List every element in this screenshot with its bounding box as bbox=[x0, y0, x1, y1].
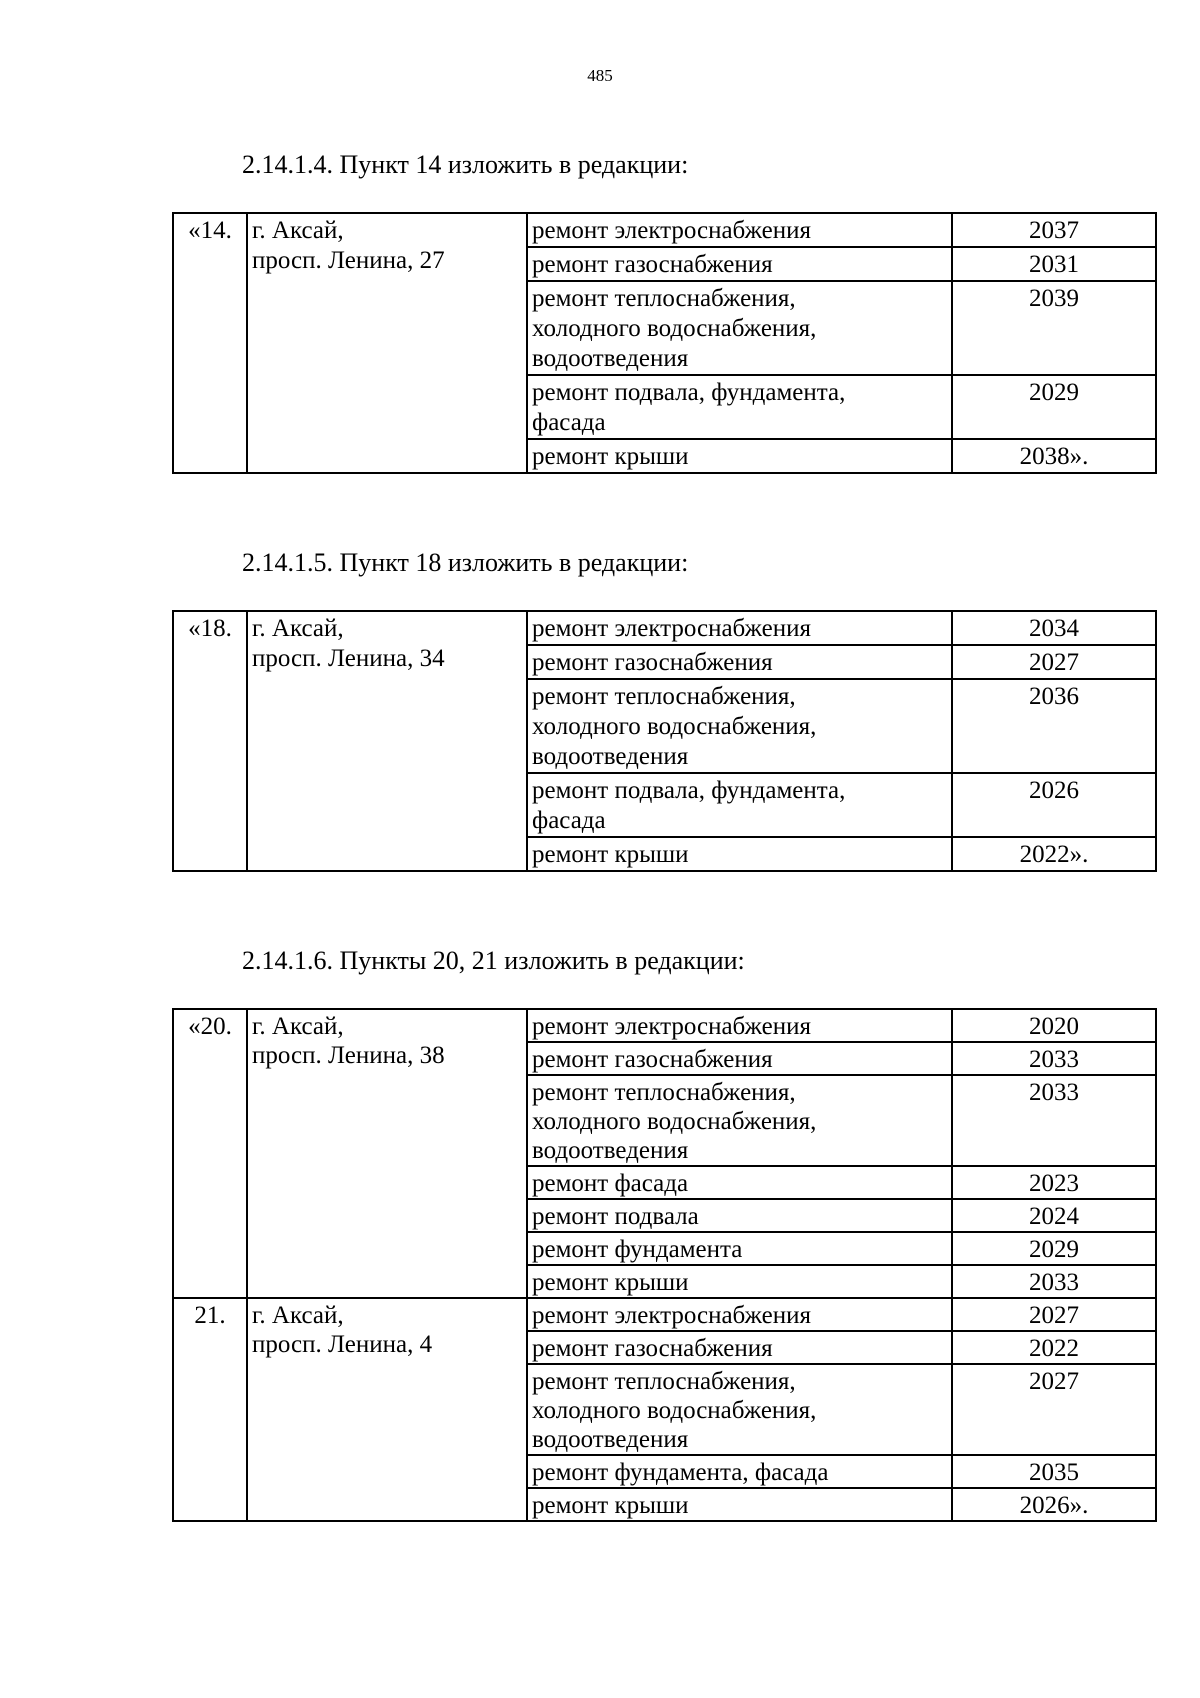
year-cell: 2031 bbox=[952, 247, 1156, 281]
year-cell: 2033 bbox=[952, 1075, 1156, 1166]
year-cell: 2033 bbox=[952, 1265, 1156, 1298]
work-cell: ремонт крыши bbox=[527, 837, 952, 871]
work-cell: ремонт газоснабжения bbox=[527, 645, 952, 679]
work-cell: ремонт газоснабжения bbox=[527, 1331, 952, 1364]
year-cell: 2036 bbox=[952, 679, 1156, 773]
work-cell: ремонт электроснабжения bbox=[527, 611, 952, 645]
year-cell: 2022». bbox=[952, 837, 1156, 871]
item-number: 21. bbox=[173, 1298, 247, 1521]
work-cell: ремонт теплоснабжения, холодного водоснабжения, водоотведения bbox=[527, 1364, 952, 1455]
work-cell: ремонт электроснабжения bbox=[527, 1009, 952, 1042]
work-cell: ремонт фундамента, фасада bbox=[527, 1455, 952, 1488]
work-cell: ремонт подвала bbox=[527, 1199, 952, 1232]
year-cell: 2037 bbox=[952, 213, 1156, 247]
address-cell: г. Аксай, просп. Ленина, 27 bbox=[247, 213, 527, 473]
table-row bbox=[173, 1009, 1156, 1042]
amendment-table bbox=[172, 610, 1157, 872]
year-cell: 2033 bbox=[952, 1042, 1156, 1075]
page-number: 485 bbox=[587, 66, 613, 85]
work-cell: ремонт подвала, фундамента, фасада bbox=[527, 375, 952, 439]
work-cell: ремонт теплоснабжения, холодного водоснабжения, водоотведения bbox=[527, 679, 952, 773]
amendment-table bbox=[172, 212, 1157, 474]
work-cell: ремонт фасада bbox=[527, 1166, 952, 1199]
work-cell: ремонт электроснабжения bbox=[527, 1298, 952, 1331]
year-cell: 2034 bbox=[952, 611, 1156, 645]
table-row bbox=[173, 611, 1156, 645]
year-cell: 2038». bbox=[952, 439, 1156, 473]
work-cell: ремонт крыши bbox=[527, 439, 952, 473]
address-cell: г. Аксай, просп. Ленина, 4 bbox=[247, 1298, 527, 1521]
work-cell: ремонт крыши bbox=[527, 1265, 952, 1298]
address-cell: г. Аксай, просп. Ленина, 34 bbox=[247, 611, 527, 871]
item-number: «20. bbox=[173, 1009, 247, 1298]
year-cell: 2024 bbox=[952, 1199, 1156, 1232]
work-cell: ремонт газоснабжения bbox=[527, 1042, 952, 1075]
section-heading: 2.14.1.5. Пункт 18 изложить в редакции: bbox=[242, 548, 689, 577]
year-cell: 2023 bbox=[952, 1166, 1156, 1199]
work-cell: ремонт фундамента bbox=[527, 1232, 952, 1265]
work-cell: ремонт теплоснабжения, холодного водоснабжения, водоотведения bbox=[527, 281, 952, 375]
item-number: «14. bbox=[173, 213, 247, 473]
amendment-table bbox=[172, 1008, 1157, 1522]
section-heading: 2.14.1.4. Пункт 14 изложить в редакции: bbox=[242, 150, 689, 179]
table-row bbox=[173, 213, 1156, 247]
year-cell: 2035 bbox=[952, 1455, 1156, 1488]
work-cell: ремонт газоснабжения bbox=[527, 247, 952, 281]
year-cell: 2027 bbox=[952, 645, 1156, 679]
year-cell: 2026». bbox=[952, 1488, 1156, 1521]
work-cell: ремонт теплоснабжения, холодного водоснабжения, водоотведения bbox=[527, 1075, 952, 1166]
work-cell: ремонт электроснабжения bbox=[527, 213, 952, 247]
table-row bbox=[173, 1298, 1156, 1331]
year-cell: 2022 bbox=[952, 1331, 1156, 1364]
section-heading: 2.14.1.6. Пункты 20, 21 изложить в редакции: bbox=[242, 946, 745, 975]
year-cell: 2029 bbox=[952, 375, 1156, 439]
year-cell: 2020 bbox=[952, 1009, 1156, 1042]
item-number: «18. bbox=[173, 611, 247, 871]
work-cell: ремонт крыши bbox=[527, 1488, 952, 1521]
year-cell: 2029 bbox=[952, 1232, 1156, 1265]
work-cell: ремонт подвала, фундамента, фасада bbox=[527, 773, 952, 837]
year-cell: 2027 bbox=[952, 1364, 1156, 1455]
year-cell: 2039 bbox=[952, 281, 1156, 375]
year-cell: 2027 bbox=[952, 1298, 1156, 1331]
year-cell: 2026 bbox=[952, 773, 1156, 837]
address-cell: г. Аксай, просп. Ленина, 38 bbox=[247, 1009, 527, 1298]
